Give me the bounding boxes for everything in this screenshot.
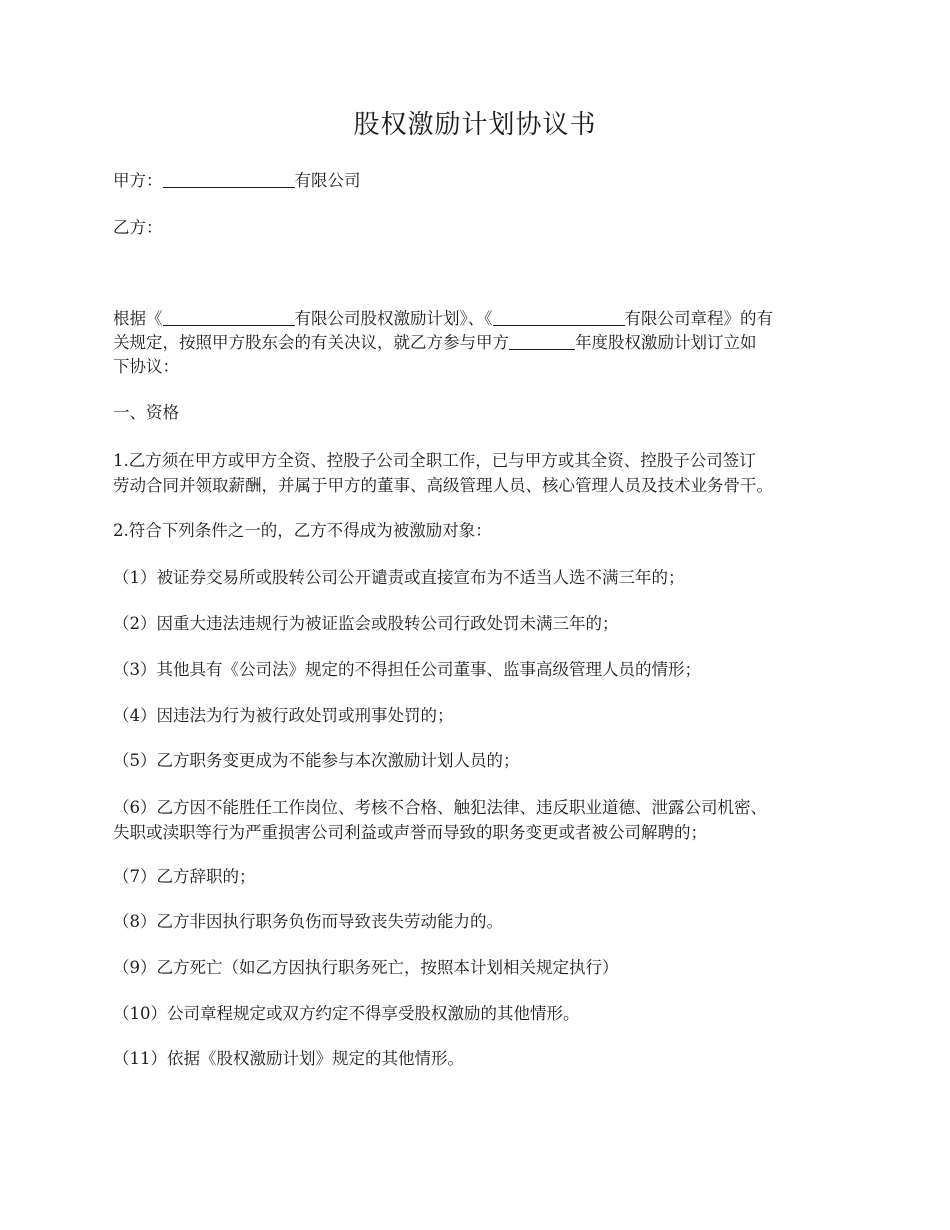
list-item-1: （1）被证券交易所或股转公司公开谴责或直接宣布为不适当人选不满三年的；	[113, 568, 685, 587]
plan-company-blank[interactable]	[163, 307, 295, 326]
year-blank[interactable]	[509, 331, 575, 350]
list-item-6-line-2: 失职或渎职等行为严重损害公司利益或声誉而导致的职务变更或者被公司解聘的；	[113, 823, 707, 842]
clause-1-line-1: 1.乙方须在甲方或甲方全资、控股子公司全职工作，已与甲方或其全资、控股子公司签订	[113, 451, 756, 470]
preamble-text-d: 关规定，按照甲方股东会的有关决议，就乙方参与甲方	[113, 333, 509, 352]
party-a-label: 甲方：	[113, 171, 163, 190]
list-item-8: （8）乙方非因执行职务负伤而导致丧失劳动能力的。	[113, 912, 503, 931]
party-b-line	[113, 215, 163, 241]
clause-2-intro: 2.符合下列条件之一的，乙方不得成为被激励对象：	[113, 521, 492, 540]
section-heading-qualification: 一、资格	[113, 403, 179, 422]
preamble-line-3: 下协议：	[113, 357, 179, 376]
list-item-5: （5）乙方职务变更成为不能参与本次激励计划人员的；	[113, 751, 520, 770]
preamble-text-e: 年度股权激励计划订立如	[575, 333, 757, 352]
list-item-9: （9）乙方死亡（如乙方因执行职务死亡，按照本计划相关规定执行）	[113, 958, 619, 977]
document-title: 股权激励计划协议书	[353, 110, 597, 140]
list-item-3: （3）其他具有《公司法》规定的不得担任公司董事、监事高级管理人员的情形；	[113, 660, 701, 679]
party-a-line	[113, 168, 361, 194]
list-item-11: （11）依据《股权激励计划》规定的其他情形。	[113, 1049, 464, 1068]
list-item-6-line-1: （6）乙方因不能胜任工作岗位、考核不合格、触犯法律、违反职业道德、泄露公司机密、	[113, 798, 767, 817]
preamble-text-b: 有限公司股权激励计划》、《	[294, 309, 493, 328]
charter-company-blank[interactable]	[493, 307, 625, 326]
list-item-7: （7）乙方辞职的；	[113, 867, 256, 886]
party-b-label: 乙方：	[113, 218, 163, 237]
clause-1-line-2: 劳动合同并领取薪酬，并属于甲方的董事、高级管理人员、核心管理人员及技术业务骨干。	[113, 476, 773, 495]
party-a-suffix: 有限公司	[294, 171, 361, 190]
preamble-text-c: 有限公司章程》的有	[624, 309, 773, 328]
preamble-line-2	[113, 330, 757, 356]
preamble-line-1	[113, 306, 773, 332]
preamble-text-a: 根据《	[113, 309, 163, 328]
list-item-2: （2）因重大违法违规行为被证监会或股转公司行政处罚未满三年的；	[113, 614, 619, 633]
list-item-4: （4）因违法为行为被行政处罚或刑事处罚的；	[113, 706, 454, 725]
party-a-company-blank[interactable]	[163, 169, 295, 188]
list-item-10: （10）公司章程规定或双方约定不得享受股权激励的其他情形。	[113, 1004, 580, 1023]
